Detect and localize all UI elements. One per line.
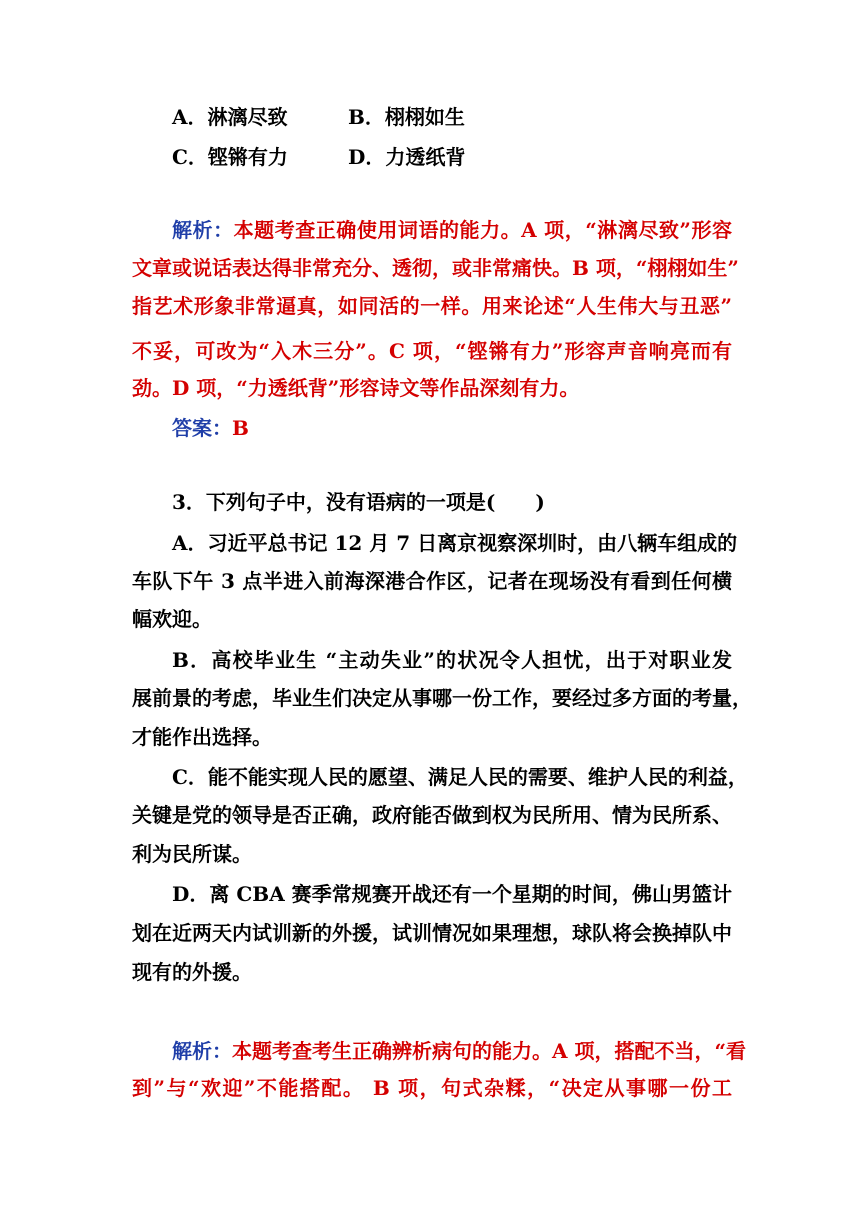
q2-option-c (172, 145, 288, 169)
q3-option-b-line-3: 才能作出选择。 (132, 725, 272, 749)
q2-analysis-line-5: 劲。D 项，“力透纸背”形容诗文等作品深刻有力。 (132, 376, 580, 400)
q3-option-d-line-2: 划在近两天内试训新的外援，试训情况如果理想，球队将会换掉队中 (132, 921, 732, 945)
q2-option-b (348, 105, 465, 129)
q3-option-c-line-2: 关键是党的领导是否正确，政府能否做到权为民所用、情为民所系、 (132, 803, 732, 827)
analysis-label: 解析： (172, 218, 234, 242)
option-text: 铿锵有力 (207, 145, 288, 169)
option-text: 栩栩如生 (384, 105, 465, 129)
option-text: 淋漓尽致 (207, 105, 288, 129)
q2-analysis-line-4: 不妥，可改为“入木三分”。C 项，“铿锵有力”形容声音响亮而有 (132, 339, 732, 363)
option-letter: D． (348, 145, 386, 169)
q2-option-a (172, 105, 288, 129)
option-letter: D． (172, 882, 210, 906)
option-letter: C． (172, 145, 208, 169)
q2-analysis-line-1: 解析：本题考查正确使用词语的能力。A 项，“淋漓尽致”形容 (172, 218, 733, 242)
answer-value: B (232, 416, 249, 440)
option-letter: B． (348, 105, 385, 129)
q2-analysis-line-3: 指艺术形象非常逼真，如同活的一样。用来论述“人生伟大与丑恶” (132, 294, 732, 318)
option-letter: C． (172, 765, 208, 789)
q3-option-b-line-1: B．高校毕业生 “主动失业”的状况令人担忧，出于对职业发 (172, 648, 732, 672)
q3-option-a-line-1: A．习近平总书记 12 月 7 日离京视察深圳时，由八辆车组成的 (172, 531, 738, 555)
q3-option-d-line-1: D．离 CBA 赛季常规赛开战还有一个星期的时间，佛山男篮计 (172, 882, 733, 906)
q3-stem: 3．下列句子中，没有语病的一项是( ) (172, 490, 545, 514)
q2-answer (172, 416, 249, 440)
q3-option-c-line-1: C．能不能实现人民的愿望、满足人民的需要、维护人民的利益， (172, 765, 748, 789)
q3-option-d-line-3: 现有的外援。 (132, 960, 252, 984)
q3-option-a-line-3: 幅欢迎。 (132, 607, 212, 631)
analysis-label: 解析： (172, 1039, 232, 1063)
option-text: 力透纸背 (385, 145, 466, 169)
option-letter: A． (172, 531, 208, 555)
q3-analysis-line-1: 解析：本题考查考生正确辨析病句的能力。A 项，搭配不当，“看 (172, 1039, 746, 1063)
q2-analysis-line-2: 文章或说话表达得非常充分、透彻，或非常痛快。B 项，“栩栩如生” (132, 256, 739, 280)
q3-option-a-line-2: 车队下午 3 点半进入前海深港合作区，记者在现场没有看到任何横 (132, 569, 732, 593)
q3-option-b-line-2: 展前景的考虑，毕业生们决定从事哪一份工作，要经过多方面的考量， (132, 686, 752, 710)
option-letter: A． (172, 105, 208, 129)
q3-analysis-line-2: 到”与“欢迎”不能搭配。 B 项，句式杂糅，“决定从事哪一份工 (132, 1076, 732, 1100)
q3-option-c-line-3: 利为民所谋。 (132, 842, 252, 866)
q2-option-d (348, 145, 465, 169)
option-letter: B． (172, 648, 212, 672)
answer-label: 答案： (172, 416, 232, 440)
